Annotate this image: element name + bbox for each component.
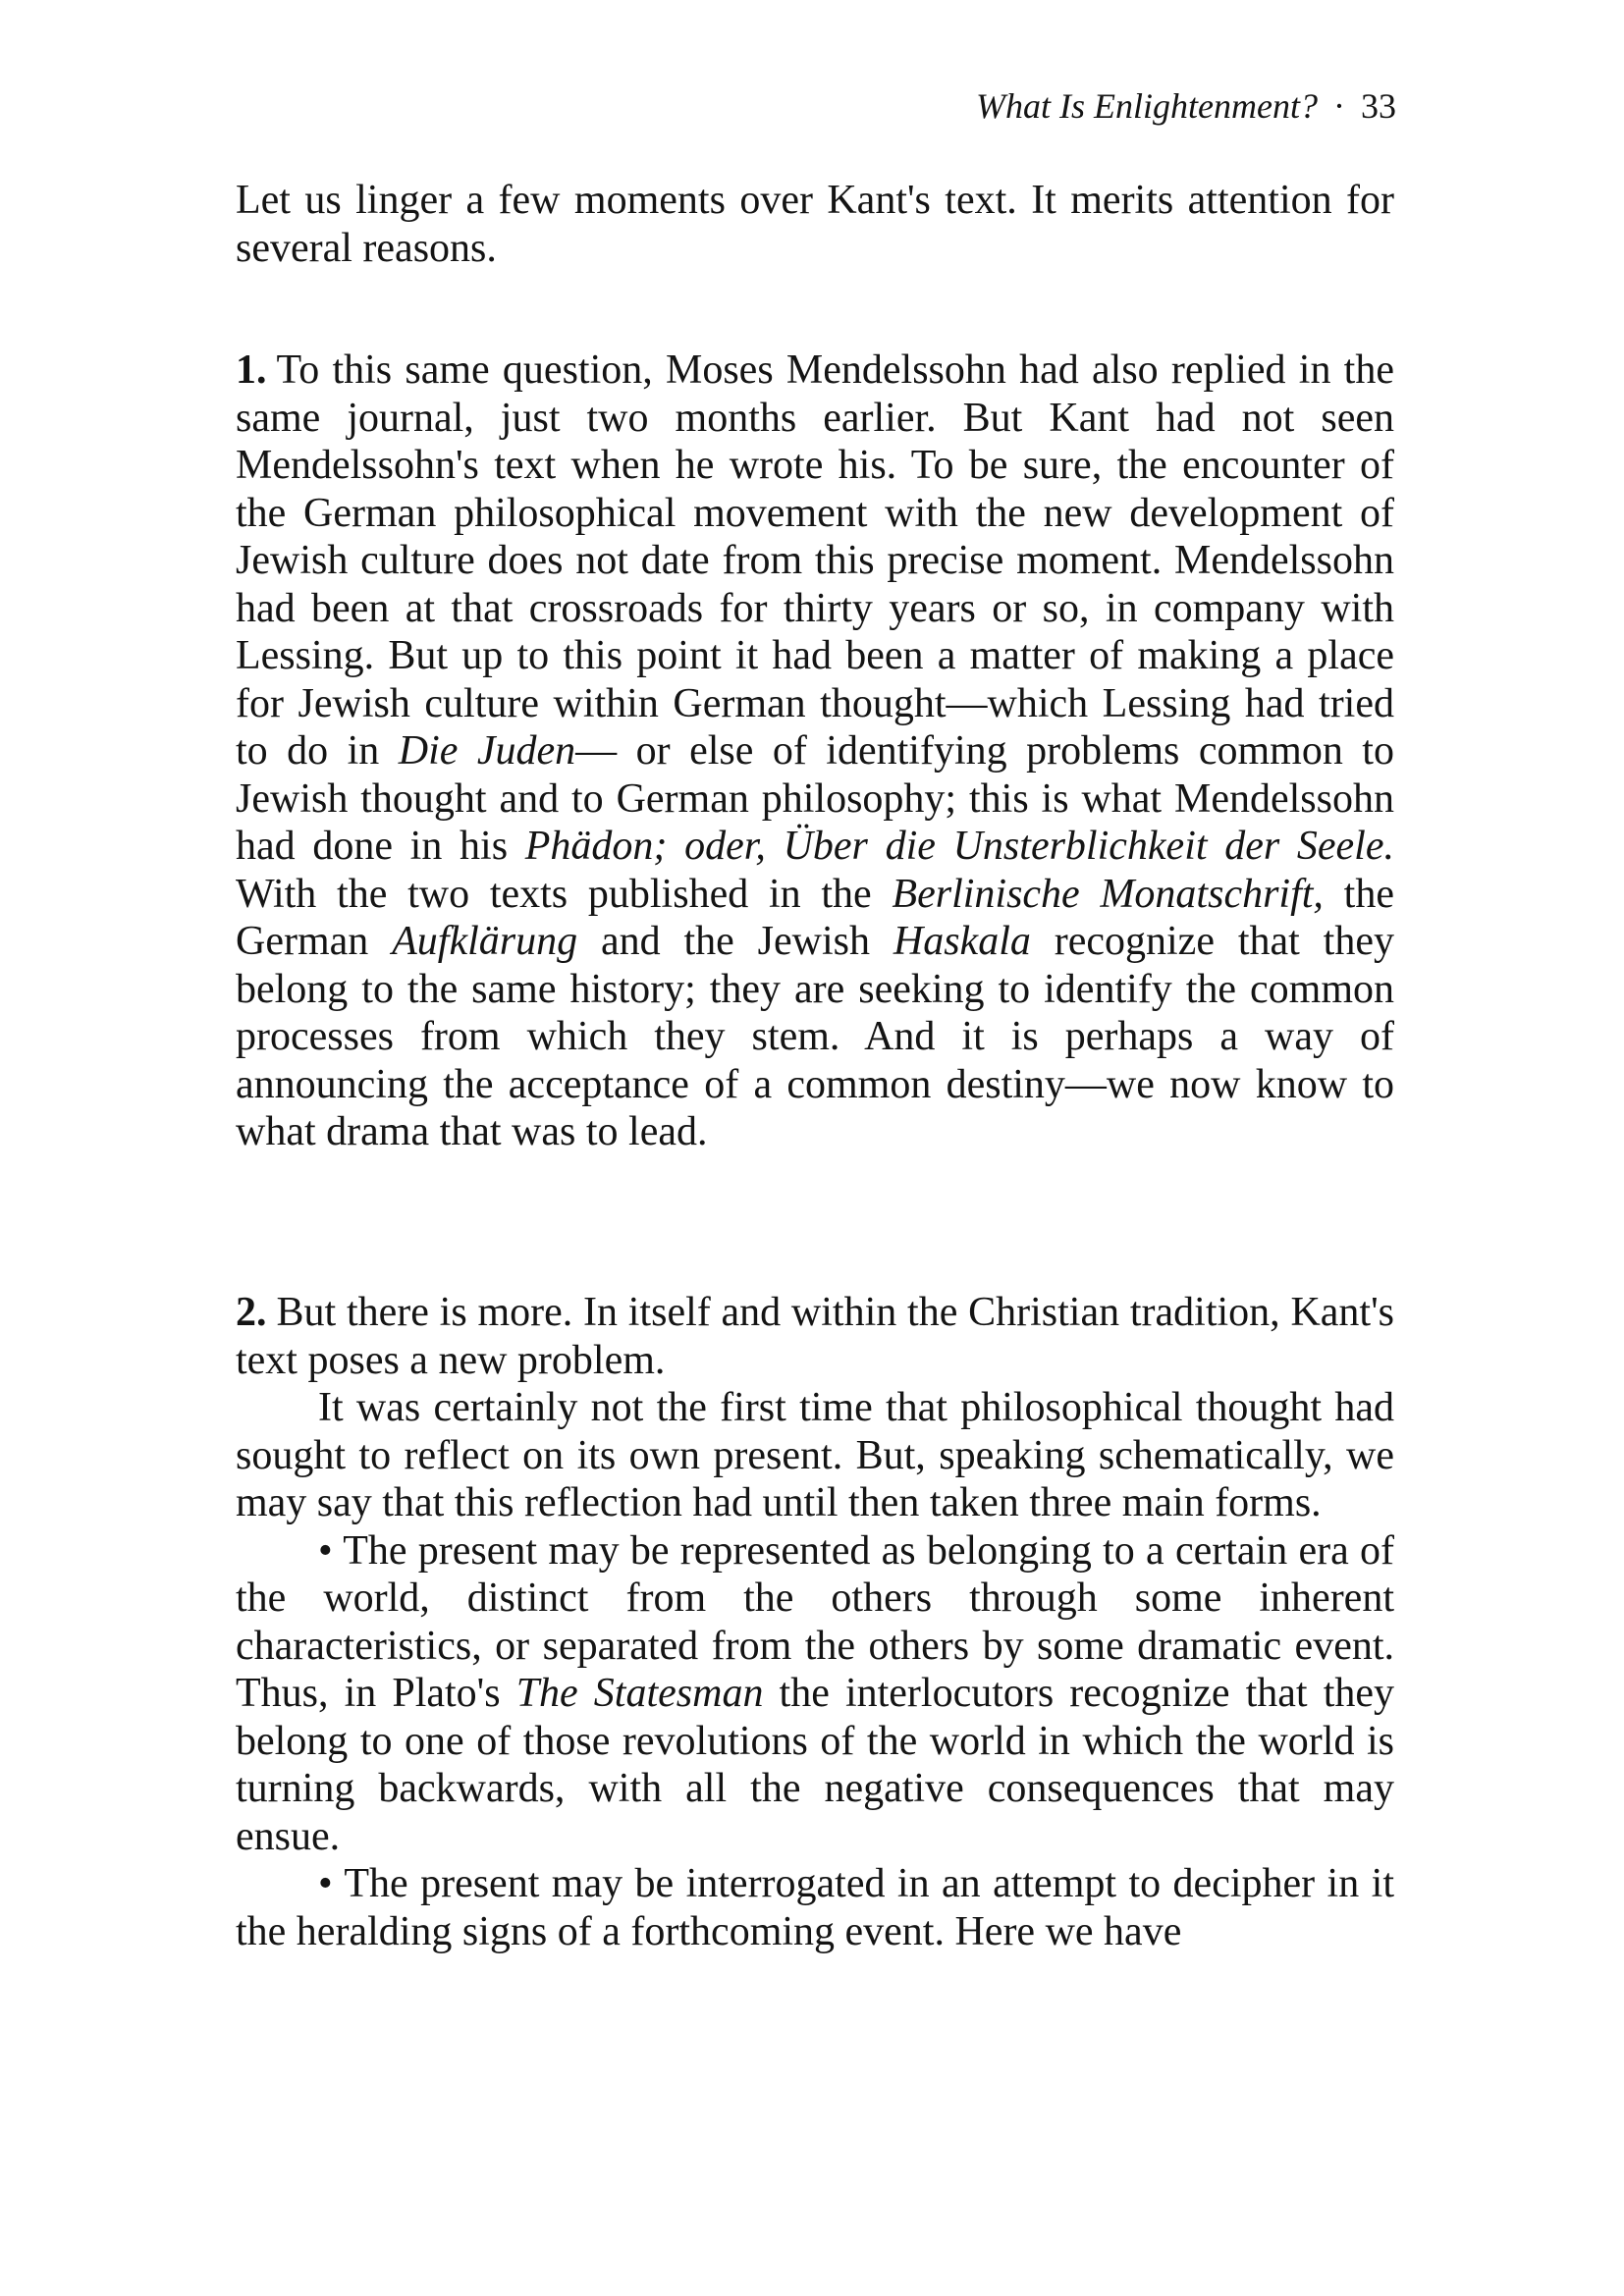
point-1-paragraph xyxy=(236,347,1394,1156)
point-1-text-b: — or else of identifying problems common to Jewish thought and to German philosophy; this is what Mendelssohn had done in his xyxy=(236,728,1394,869)
title-the-statesman: The Statesman xyxy=(515,1671,764,1716)
title-phadon: Phädon; oder, Über die Unsterblichkeit der Seele. xyxy=(524,824,1394,869)
three-forms-paragraph: It was certainly not the first time that philosophical thought had sought to reflect on its own present. But, speaking schematically, we may say that this reflection had until then taken three main forms. xyxy=(236,1385,1394,1525)
page-number: 33 xyxy=(1361,86,1396,126)
title-berlinische-monatschrift: Berlinische Monatschrift, xyxy=(892,871,1324,917)
point-1-text-a: To this same question, Moses Mendelssohn had also replied in the same journal, just two months earlier. But Kant had not seen Mendelssohn's text when he wrote his. To be sure, the encounter of the German philosophical movement with the new development of Jewish culture does not date from this precise moment. Mendelssohn had been at that crossroads for thirty years or so, in company with Lessing. But up to this point it had been a matter of making a place for Jewish culture within German thought—which Lessing had tried to do in xyxy=(236,347,1394,774)
point-1-text-c: With the two texts published in the xyxy=(236,871,893,917)
bullet-interrogated-paragraph: • The present may be interrogated in an attempt to decipher in it the heralding signs of a forthcoming event. Here we have xyxy=(236,1861,1394,1954)
running-head-title: What Is Enlightenment? xyxy=(976,86,1318,126)
bullet-era-paragraph xyxy=(236,1527,1394,1861)
point-1-number: 1. xyxy=(236,347,267,393)
point-2-text: But there is more. In itself and within the Christian tradition, Kant's text poses a new problem. xyxy=(236,1290,1394,1383)
term-aufklarung: Aufklärung xyxy=(392,919,578,964)
running-head-separator: · xyxy=(1333,86,1345,126)
bullet-era-text-a: • The present may be represented as belonging to a certain era of the world, distinct from the others through some inherent characteristics, or separated from the others by some dramatic event. Thus, in Plato's xyxy=(236,1527,1394,1716)
point-2-number: 2. xyxy=(236,1290,267,1335)
intro-section xyxy=(236,177,1394,272)
point-1-section xyxy=(236,347,1394,1156)
term-haskala: Haskala xyxy=(893,919,1031,964)
intro-paragraph: Let us linger a few moments over Kant's text. It merits attention for several reasons. xyxy=(236,178,1394,271)
bullet-era-text-b: the interlocutors recognize that they belong to one of those revolutions of the world in which the world is turning backwards, with all the negative consequences that may ensue. xyxy=(236,1671,1395,1859)
point-1-text-e: and the Jewish xyxy=(577,919,893,964)
point-1-text-f: recognize that they belong to the same history; they are seeking to identify the common processes from which they stem. And it is perhaps a way of announcing the acceptance of a common destiny—we now know to what drama that was to lead. xyxy=(236,919,1394,1154)
running-head xyxy=(976,86,1396,126)
point-2-section xyxy=(236,1289,1394,1955)
title-die-juden: Die Juden xyxy=(398,728,576,774)
point-1-text-d: the German xyxy=(236,871,1394,964)
point-2-paragraph xyxy=(236,1289,1394,1384)
